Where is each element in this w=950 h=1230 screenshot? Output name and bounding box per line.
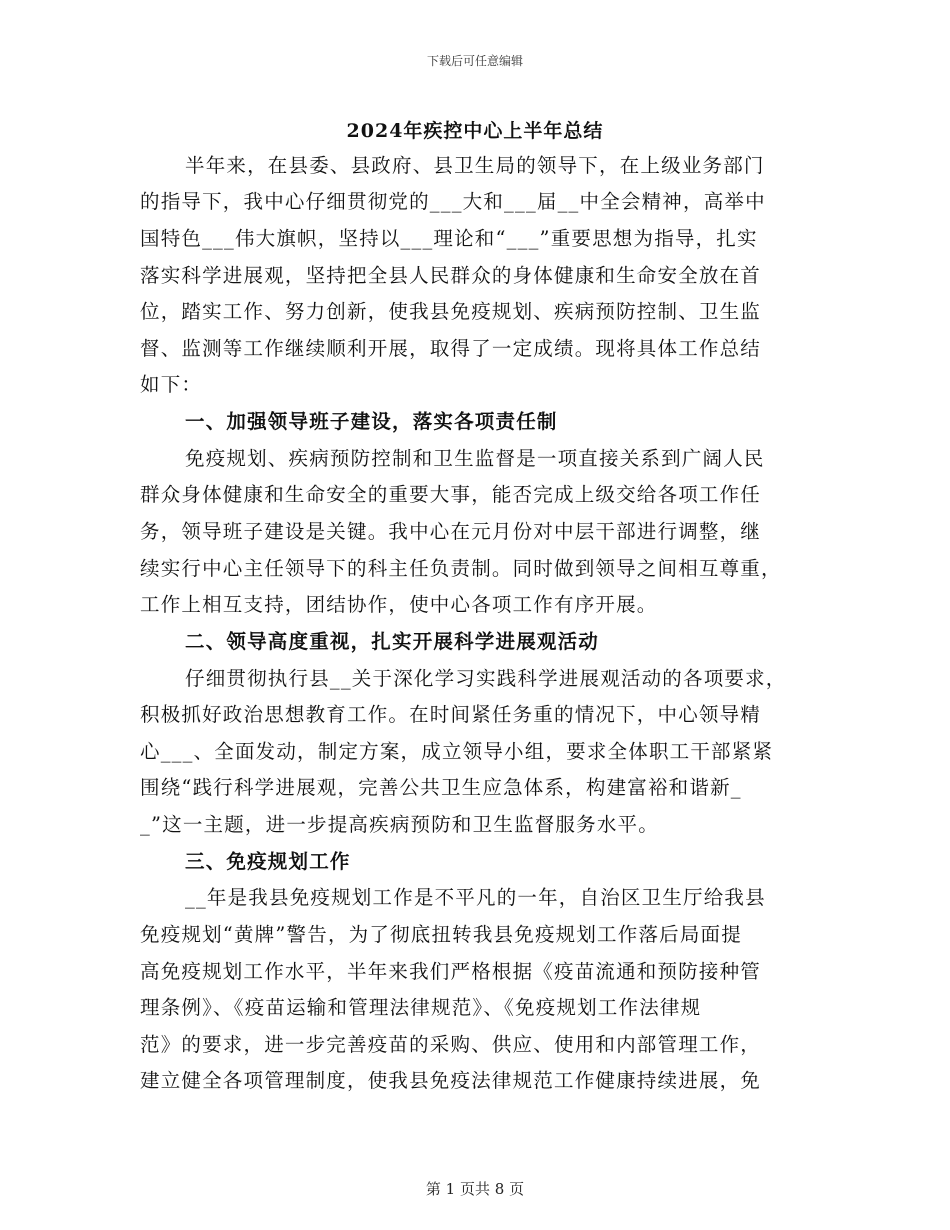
body-line: _”这一主题，进一步提高疾病预防和卫生监督服务水平。	[140, 813, 659, 836]
section-heading-3: 三、免疫规划工作	[185, 850, 351, 873]
body-line: 的指导下，我中心仔细贯彻党的___大和___届__中全会精神，高举中	[140, 190, 766, 213]
body-line: 围绕“践行科学进展观，完善公共卫生应急体系，构建富裕和谐新_	[140, 776, 742, 799]
body-line: 积极抓好政治思想教育工作。在时间紧任务重的情况下，中心领导精	[140, 703, 762, 726]
document-title: 2024年疾控中心上半年总结	[346, 120, 604, 142]
body-line: 建立健全各项管理制度，使我县免疫法律规范工作健康持续进展，免	[140, 1069, 762, 1092]
body-line: 落实科学进展观，坚持把全县人民群众的身体健康和生命安全放在首	[140, 264, 762, 287]
body-line: 督、监测等工作继续顺利开展，取得了一定成绩。现将具体工作总结	[140, 337, 762, 360]
header-note: 下载后可任意编辑	[426, 54, 523, 68]
body-line: 心___、全面发动，制定方案，成立领导小组，要求全体职工干部紧紧	[140, 740, 774, 763]
body-line: 群众身体健康和生命安全的重要大事，能否完成上级交给各项工作任	[140, 483, 762, 506]
body-line: 范》的要求，进一步完善疫苗的采购、供应、使用和内部管理工作，	[140, 1033, 762, 1056]
body-line: 免疫规划、疾病预防控制和卫生监督是一项直接关系到广阔人民	[185, 447, 765, 470]
body-line: 如下：	[140, 373, 203, 396]
section-heading-1: 一、加强领导班子建设，落实各项责任制	[185, 410, 558, 433]
section-heading-2: 二、领导高度重视，扎实开展科学进展观活动	[185, 630, 600, 653]
body-line: 务，领导班子建设是关键。我中心在元月份对中层干部进行调整，继	[140, 520, 762, 543]
body-line: 国特色___伟大旗帜，坚持以___理论和“___”重要思想为指导，扎实	[140, 227, 758, 250]
body-line: 位，踏实工作、努力创新，使我县免疫规划、疾病预防控制、卫生监	[140, 300, 762, 323]
body-line: 高免疫规划工作水平，半年来我们严格根据《疫苗流通和预防接种管	[140, 960, 762, 983]
body-line: 半年来，在县委、县政府、县卫生局的领导下，在上级业务部门	[185, 154, 765, 177]
body-line: __年是我县免疫规划工作是不平凡的一年，自治区卫生厅给我县	[185, 886, 766, 909]
page-footer: 第 1 页共 8 页	[425, 1180, 525, 1198]
body-line: 理条例》、《疫苗运输和管理法律规范》、《免疫规划工作法律规	[140, 996, 702, 1019]
body-line: 工作上相互支持，团结协作，使中心各项工作有序开展。	[140, 593, 658, 616]
body-line: 续实行中心主任领导下的科主任负责制。同时做到领导之间相互尊重，	[140, 557, 782, 580]
body-line: 仔细贯彻执行县__关于深化学习实践科学进展观活动的各项要求，	[185, 667, 787, 690]
body-line: 免疫规划“黄牌”警告，为了彻底扭转我县免疫规划工作落后局面提	[140, 923, 742, 946]
